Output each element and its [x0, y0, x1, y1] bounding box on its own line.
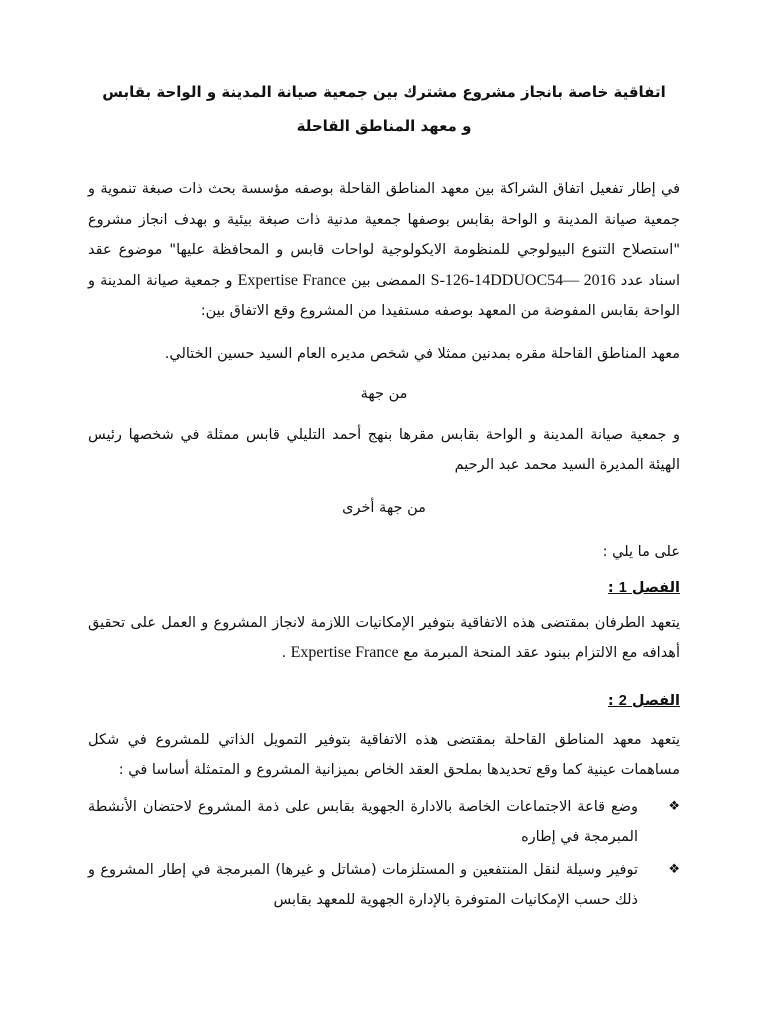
intro-paragraph — [88, 174, 680, 327]
article-1-number: 1 — [618, 579, 627, 596]
article-2-heading — [88, 687, 680, 715]
document-title-line2: و معهد المناطق القاحلة — [296, 117, 472, 135]
from-one-side-label: من جهة — [360, 386, 408, 402]
list-item — [88, 855, 680, 916]
contract-number: S-126-14DDUOC54— 2016 — [430, 271, 616, 289]
document-title-line1: اتفاقية خاصة بانجاز مشروع مشترك بين جمعية صيانة المدينة و الواحة بقابس — [102, 83, 666, 101]
diamond-bullet-icon: ❖ — [668, 861, 680, 877]
agreed-on-label: على ما يلي : — [602, 544, 680, 560]
party-one-paragraph: معهد المناطق القاحلة مقره بمدنين ممثلا في شخص مديره العام السيد حسين الختالي. — [164, 345, 680, 362]
article-2-text: يتعهد معهد المناطق القاحلة بمقتضى هذه الاتفاقية بتوفير التمويل الذاتي للمشروع في شكل مساهمات عينية كما وقع تحديدها بملحق العقد الخاص بميزانية المشروع و المتمثلة أساسا في : — [88, 731, 680, 778]
partner-name: Expertise France — [237, 271, 347, 289]
article-1-label: الفصل — [626, 579, 680, 596]
list-item-text: توفير وسيلة لنقل المنتفعين و المستلزمات (مشاتل و غيرها) المبرمجة في إطار المشروع و ذلك حسب الإمكانيات المتوفرة بالإدارة الجهوية للمعهد بقابس — [88, 861, 638, 908]
intro-text-part2: الممضى بين — [346, 272, 431, 289]
article-2-label: الفصل — [626, 692, 680, 709]
from-other-side-label: من جهة أخرى — [342, 499, 426, 516]
diamond-bullet-icon: ❖ — [668, 798, 680, 814]
intro-text-part3: و جمعية صيانة المدينة و الواحة بقابس المفوضة من المعهد بوصفه مستفيدا من المشروع وقع الاتفاق بين: — [88, 272, 680, 319]
article-2-suffix: : — [607, 692, 619, 709]
intro-text-part1: في إطار تفعيل اتفاق الشراكة بين معهد المناطق القاحلة بوصفه مؤسسة بحث ذات صبغة تنموية و جمعية صيانة المدينة و الواحة بقابس بوصفها جمعية مدنية ذات صبغة بيئية و بهدف انجاز مشروع "استصلاح التنوع البيولوجي للمنظومة الايكولوجية لواحات قابس و المحافظة عليها" موضوع عقد اسناد عدد — [88, 181, 680, 289]
article-2-list — [88, 792, 680, 916]
article-1-partner-name: Expertise France — [290, 644, 399, 661]
article-2-number: 2 — [618, 692, 627, 709]
article-1-text-part2: . — [281, 645, 291, 661]
list-item — [88, 792, 680, 853]
party-two-paragraph: و جمعية صيانة المدينة و الواحة بقابس مقرها بنهج أحمد التليلي قابس ممثلة في شخصها رئيس الهيئة المديرة السيد محمد عبد الرحيم — [88, 426, 680, 473]
article-1-text-part1: يتعهد الطرفان بمقتضى هذه الاتفاقية بتوفير الإمكانيات اللازمة لانجاز المشروع و العمل على تحقيق أهدافه مع الالتزام ببنود عقد المنحة المبرمة مع — [88, 614, 680, 661]
list-item-text: وضع قاعة الاجتماعات الخاصة بالادارة الجهوية بقابس على ذمة المشروع لاحتضان الأنشطة المبرمجة في إطاره — [88, 798, 638, 845]
article-1-text — [88, 608, 680, 669]
article-1-suffix: : — [607, 579, 619, 596]
article-1-heading — [88, 574, 680, 602]
